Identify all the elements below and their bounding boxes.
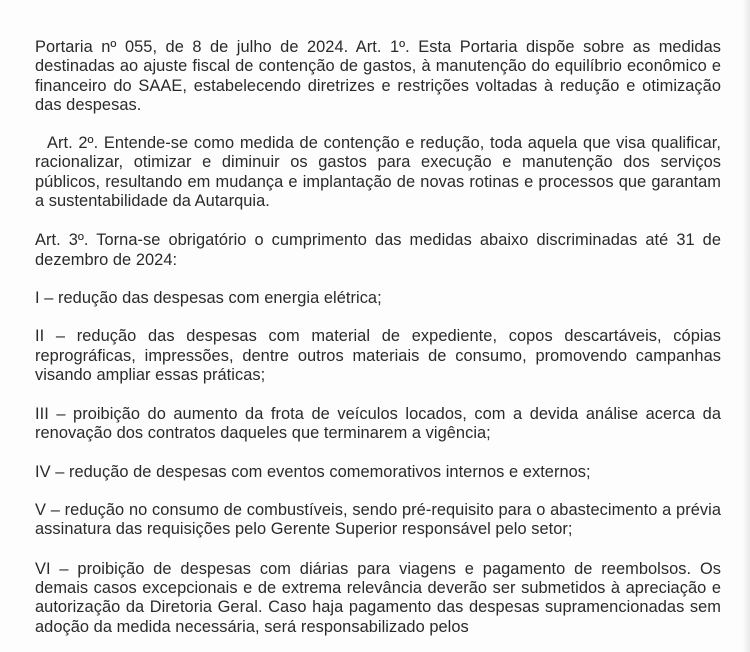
document-body — [35, 38, 721, 652]
paragraph-item-iii: III – proibição do aumento da frota de veículos locados, com a devida análise acerca da renovação dos contratos daqueles que terminarem a vigência; — [35, 405, 721, 443]
paragraph-art-2: Art. 2º. Entende-se como medida de contenção e redução, toda aquela que visa qualificar, racionalizar, otimizar e diminuir os gastos para execução e manutenção dos serviços públicos, resultando em mudança e implantação de novas rotinas e processos que garantam a sustentabilidade da Autarquia. — [35, 134, 721, 211]
paragraph-art-1: Portaria nº 055, de 8 de julho de 2024. Art. 1º. Esta Portaria dispõe sobre as medidas destinadas ao ajuste fiscal de contenção de gastos, à manutenção do equilíbrio econômico e financeiro do SAAE, estabelecendo diretrizes e restrições voltadas à redução e otimização das despesas. — [35, 38, 721, 114]
paragraph-item-v: V – redução no consumo de combustíveis, sendo pré-requisito para o abastecimento a prévia assinatura das requisições pelo Gerente Superior responsável pelo setor; — [35, 501, 721, 539]
paragraph-item-ii: II – redução das despesas com material de expediente, copos descartáveis, cópias reprográficas, impressões, dentre outros materiais de consumo, promovendo campanhas visando ampliar essas práticas; — [35, 327, 721, 384]
paragraph-item-vi: VI – proibição de despesas com diárias para viagens e pagamento de reembolsos. Os demais casos excepcionais e de extrema relevância deverão ser submetidos à apreciação e autorização da Diretoria Geral. Caso haja pagamento das despesas supramencionadas sem adoção da medida necessária, será responsabilizado pelos — [35, 559, 721, 636]
paragraph-art-3: Art. 3º. Torna-se obrigatório o cumprimento das medidas abaixo discriminadas até 31 de dezembro de 2024: — [35, 231, 721, 269]
paragraph-item-i: I – redução das despesas com energia elétrica; — [35, 288, 382, 307]
paragraph-item-iv: IV – redução de despesas com eventos comemorativos internos e externos; — [35, 462, 591, 481]
page-edge-shadow — [742, 0, 750, 652]
